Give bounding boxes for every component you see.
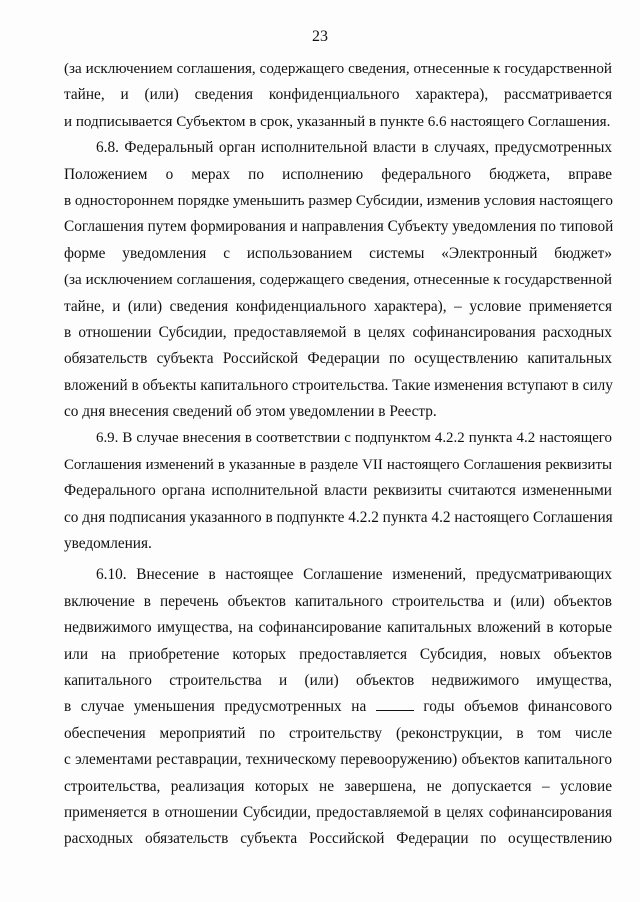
paragraph-6-10-line: обеспечения мероприятий по строительству (реконструкции, в том числе <box>64 724 612 742</box>
paragraph-6-8-line: в одностороннем порядке уменьшить размер Субсидии, изменив условия настоящего <box>64 192 613 209</box>
paragraph-6-8-line: со дня внесения сведений об этом уведомлении в Реестр. <box>64 403 437 421</box>
paragraph-6-8-line: (за исключением соглашения, содержащего сведения, отнесенные к государственной <box>64 272 612 289</box>
paragraph-6-10-line: недвижимого имущества, на софинансирование капитальных вложений в которые <box>64 619 612 637</box>
paragraph-6-10-line: строительства, реализация которых не завершена, не допускается – условие <box>64 777 612 795</box>
paragraph-6-10-line: расходных обязательств субъекта Российской Федерации по осуществлению <box>64 830 612 848</box>
paragraph-6-10-blank-line <box>64 694 612 720</box>
document-body <box>64 56 612 853</box>
paragraph-6-9-line: Федерального органа исполнительной власти реквизиты считаются измененными <box>64 482 612 500</box>
paragraph-6-8-line: 6.8. Федеральный орган исполнительной власти в случаях, предусмотренных <box>96 139 612 157</box>
text-line: тайне, и (или) сведения конфиденциального характера), рассматривается <box>64 86 612 104</box>
paragraph-6-10-line: применяется в отношении Субсидии, предоставляемой в целях софинансирования <box>64 803 612 821</box>
blank-line-text-after: годы объемов финансового <box>423 698 613 716</box>
paragraph-6-10-line: капитального строительства и (или) объектов недвижимого имущества, <box>64 671 612 689</box>
fill-in-blank <box>376 696 414 711</box>
paragraph-6-10-line: 6.10. Внесение в настоящее Соглашение изменений, предусматривающих <box>96 566 612 584</box>
paragraph-6-8-line: тайне, и (или) сведения конфиденциального характера), – условие применяется <box>64 297 612 315</box>
paragraph-6-10-line: или на приобретение которых предоставляется Субсидия, новых объектов <box>64 645 612 663</box>
text-line: (за исключением соглашения, содержащего сведения, отнесенные к государственной <box>64 61 612 77</box>
paragraph-6-9-line: 6.9. В случае внесения в соответствии с подпунктом 4.2.2 пункта 4.2 настоящего <box>96 430 612 447</box>
paragraph-6-10-line: с элементами реставрации, техническому перевооружению) объектов капитального <box>64 751 612 769</box>
paragraph-6-10-line: включение в перечень объектов капитального строительства и (или) объектов <box>64 592 612 610</box>
paragraph-6-8-line: форме уведомления с использованием системы «Электронный бюджет» <box>64 244 612 262</box>
paragraph-6-8-line: Соглашения путем формирования и направления Субъекту уведомления по типовой <box>64 218 614 236</box>
blank-line-text-before: в случае уменьшения предусмотренных на <box>64 698 367 716</box>
page-number: 23 <box>312 28 328 45</box>
paragraph-6-9-line: уведомления. <box>64 535 152 553</box>
paragraph-6-9-line: Соглашения изменений в указанные в разделе VII настоящего Соглашения реквизиты <box>64 456 612 473</box>
paragraph-6-8-line: вложений в объекты капитального строительства. Такие изменения вступают в силу <box>64 376 613 394</box>
text-line: и подписывается Субъектом в срок, указанный в пункте 6.6 настоящего Соглашения. <box>64 113 611 130</box>
paragraph-6-8-line: в отношении Субсидии, предоставляемой в целях софинансирования расходных <box>64 323 612 341</box>
paragraph-6-8-line: обязательств субъекта Российской Федерации по осуществлению капитальных <box>64 350 612 368</box>
paragraph-6-9-line: со дня подписания указанного в подпункте 4.2.2 пункта 4.2 настоящего Соглашения <box>64 508 613 526</box>
paragraph-6-8-line: Положением о мерах по исполнению федерального бюджета, вправе <box>64 165 612 183</box>
